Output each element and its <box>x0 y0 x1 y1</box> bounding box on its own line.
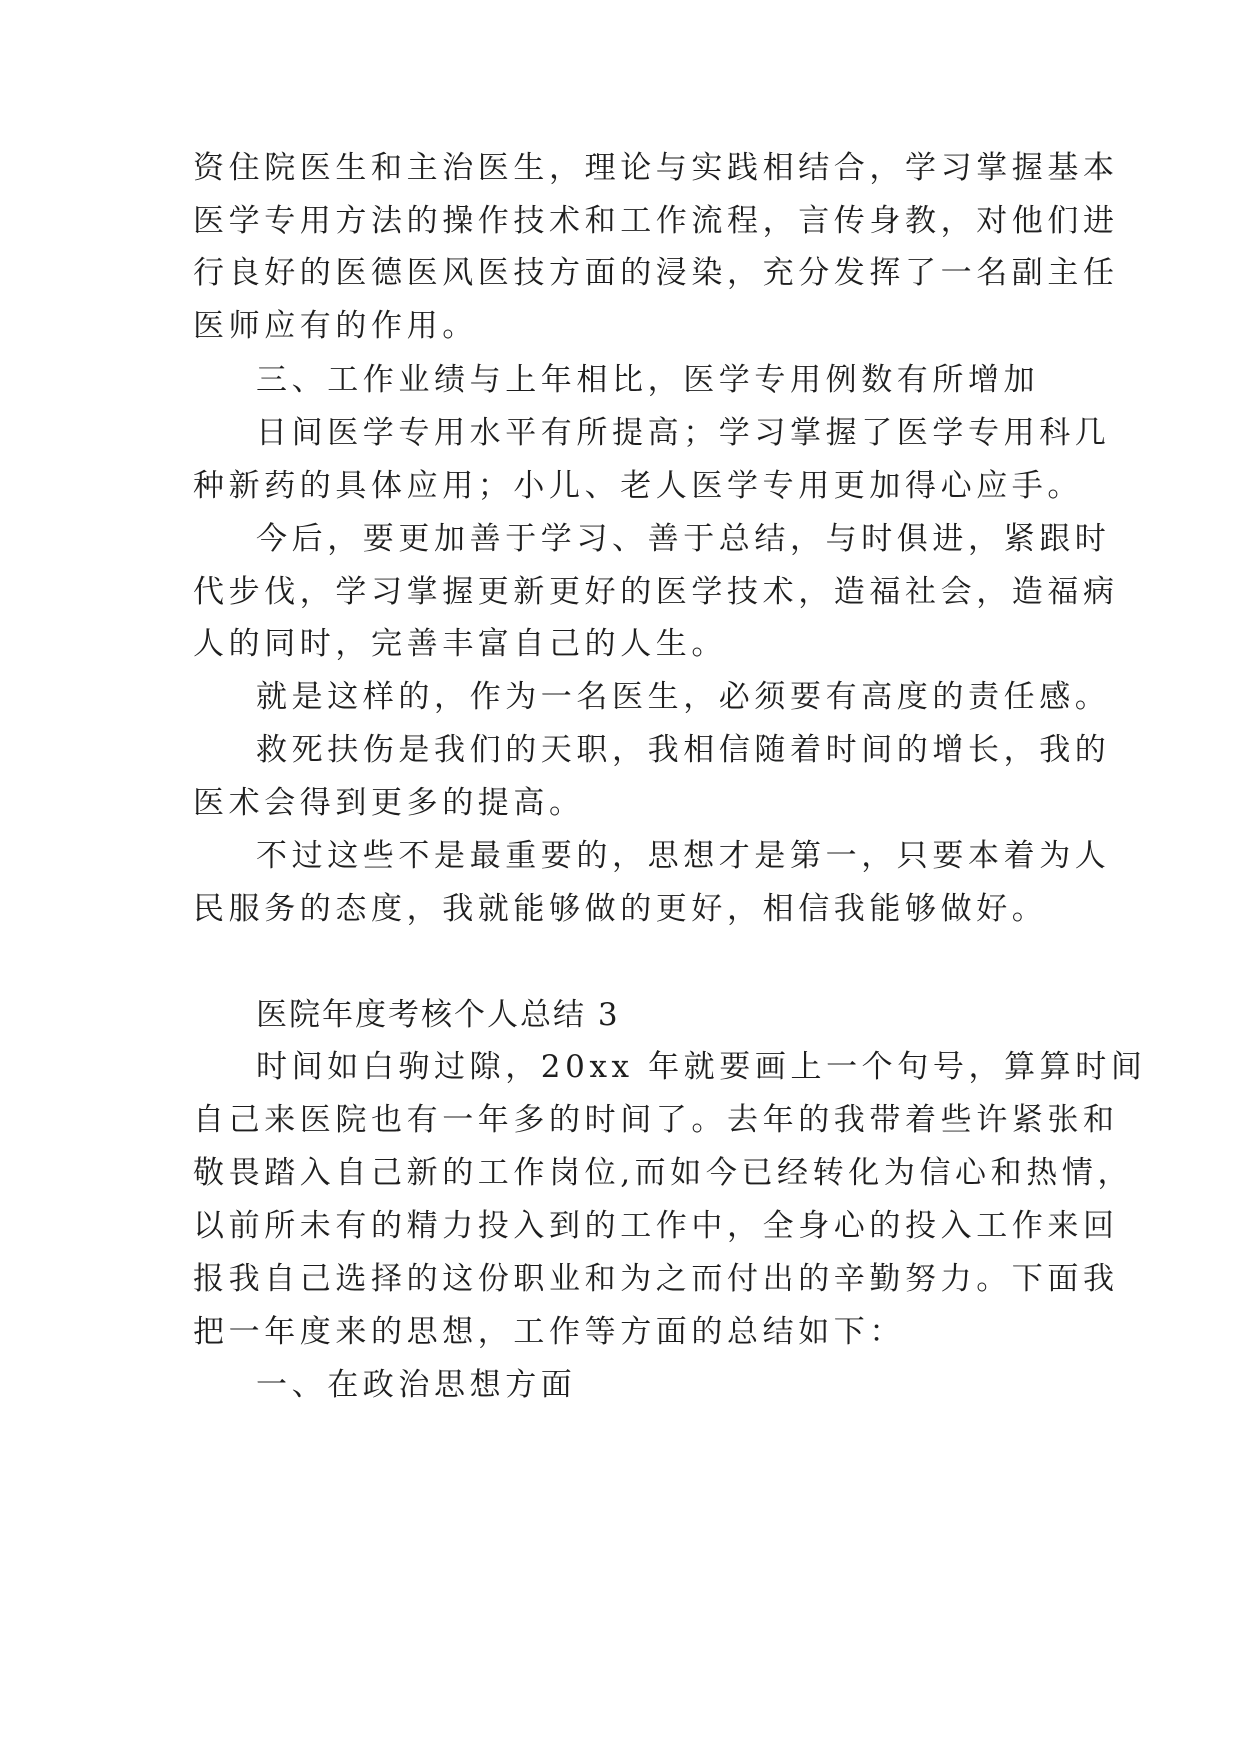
text-line: 今后，要更加善于学习、善于总结，与时俱进，紧跟时 <box>256 521 1111 557</box>
text-line: 资住院医生和主治医生，理论与实践相结合，学习掌握基本 <box>193 150 1119 186</box>
text-line: 人的同时，完善丰富自己的人生。 <box>193 626 727 662</box>
text-line: 民服务的态度，我就能够做的更好，相信我能够做好。 <box>193 891 1048 927</box>
text-line: 日间医学专用水平有所提高；学习掌握了医学专用科几 <box>256 415 1111 451</box>
section-heading: 三、工作业绩与上年相比，医学专用例数有所增加 <box>256 362 1040 398</box>
text-line: 种新药的具体应用；小儿、老人医学专用更加得心应手。 <box>193 468 1083 504</box>
section-heading: 一、在政治思想方面 <box>256 1367 577 1403</box>
text-line: 自己来医院也有一年多的时间了。去年的我带着些许紧张和 <box>193 1102 1119 1138</box>
text-line: 就是这样的，作为一名医生，必须要有高度的责任感。 <box>256 679 1111 715</box>
text-line: 医师应有的作用。 <box>193 308 478 344</box>
text-line: 把一年度来的思想，工作等方面的总结如下： <box>193 1314 905 1350</box>
text-line: 代步伐，学习掌握更新更好的医学技术，造福社会，造福病 <box>193 574 1119 610</box>
text-line: 以前所未有的精力投入到的工作中，全身心的投入工作来回 <box>193 1208 1119 1244</box>
text-line: 报我自己选择的这份职业和为之而付出的辛勤努力。下面我 <box>193 1261 1119 1297</box>
text-line: 医术会得到更多的提高。 <box>193 785 585 821</box>
text-line: 医学专用方法的操作技术和工作流程，言传身教，对他们进 <box>193 203 1119 239</box>
text-line: 敬畏踏入自己新的工作岗位,而如今已经转化为信心和热情， <box>193 1155 1134 1191</box>
text-line: 时间如白驹过隙，20xx 年就要画上一个句号，算算时间 <box>256 1049 1147 1085</box>
text-line: 行良好的医德医风医技方面的浸染，充分发挥了一名副主任 <box>193 255 1119 291</box>
text-line: 救死扶伤是我们的天职，我相信随着时间的增长，我的 <box>256 732 1111 768</box>
section-title: 医院年度考核个人总结 3 <box>256 997 620 1033</box>
text-line: 不过这些不是最重要的，思想才是第一，只要本着为人 <box>256 838 1111 874</box>
